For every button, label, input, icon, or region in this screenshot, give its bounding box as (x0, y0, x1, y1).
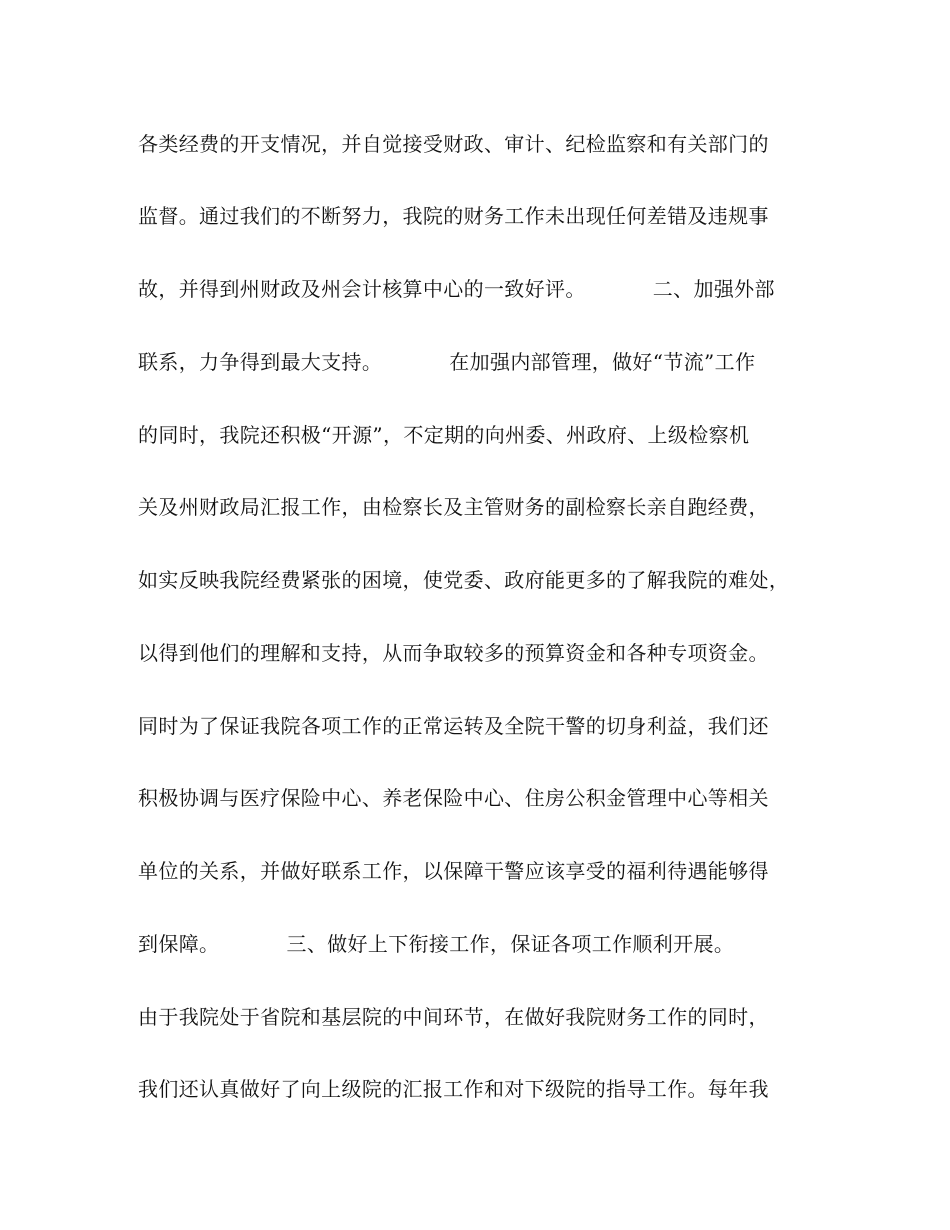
text-line: 我们还认真做好了向上级院的汇报工作和对下级院的指导工作。每年我 (138, 1077, 769, 1101)
text-line: 各类经费的开支情况，并自觉接受财政、审计、纪检监察和有关部门的 (138, 132, 769, 156)
text-line: 如实反映我院经费紧张的困境，使党委、政府能更多的了解我院的难处， (138, 568, 790, 592)
text-line: 的同时，我院还积极“开源”，不定期的向州委、州政府、上级检察机 (138, 423, 750, 447)
text-line: 由于我院处于省院和基层院的中间环节，在做好我院财务工作的同时， (138, 1005, 769, 1029)
text-line: 以得到他们的理解和支持，从而争取较多的预算资金和各种专项资金。 (138, 641, 769, 665)
text-line: 到保障。 三、做好上下衔接工作，保证各项工作顺利开展。 (138, 932, 735, 956)
text-line: 同时为了保证我院各项工作的正常运转及全院干警的切身利益，我们还 (138, 714, 769, 738)
text-line: 关及州财政局汇报工作，由检察长及主管财务的副检察长亲自跑经费， (138, 495, 769, 519)
text-line: 单位的关系，并做好联系工作，以保障干警应该享受的福利待遇能够得 (138, 859, 769, 883)
text-line: 故，并得到州财政及州会计核算中心的一致好评。 二、加强外部 (138, 277, 775, 301)
text-line: 联系，力争得到最大支持。 在加强内部管理，做好“节流”工作 (138, 350, 756, 374)
text-line: 积极协调与医疗保险中心、养老保险中心、住房公积金管理中心等相关 (138, 786, 769, 810)
text-line: 监督。通过我们的不断努力，我院的财务工作未出现任何差错及违规事 (138, 204, 769, 228)
